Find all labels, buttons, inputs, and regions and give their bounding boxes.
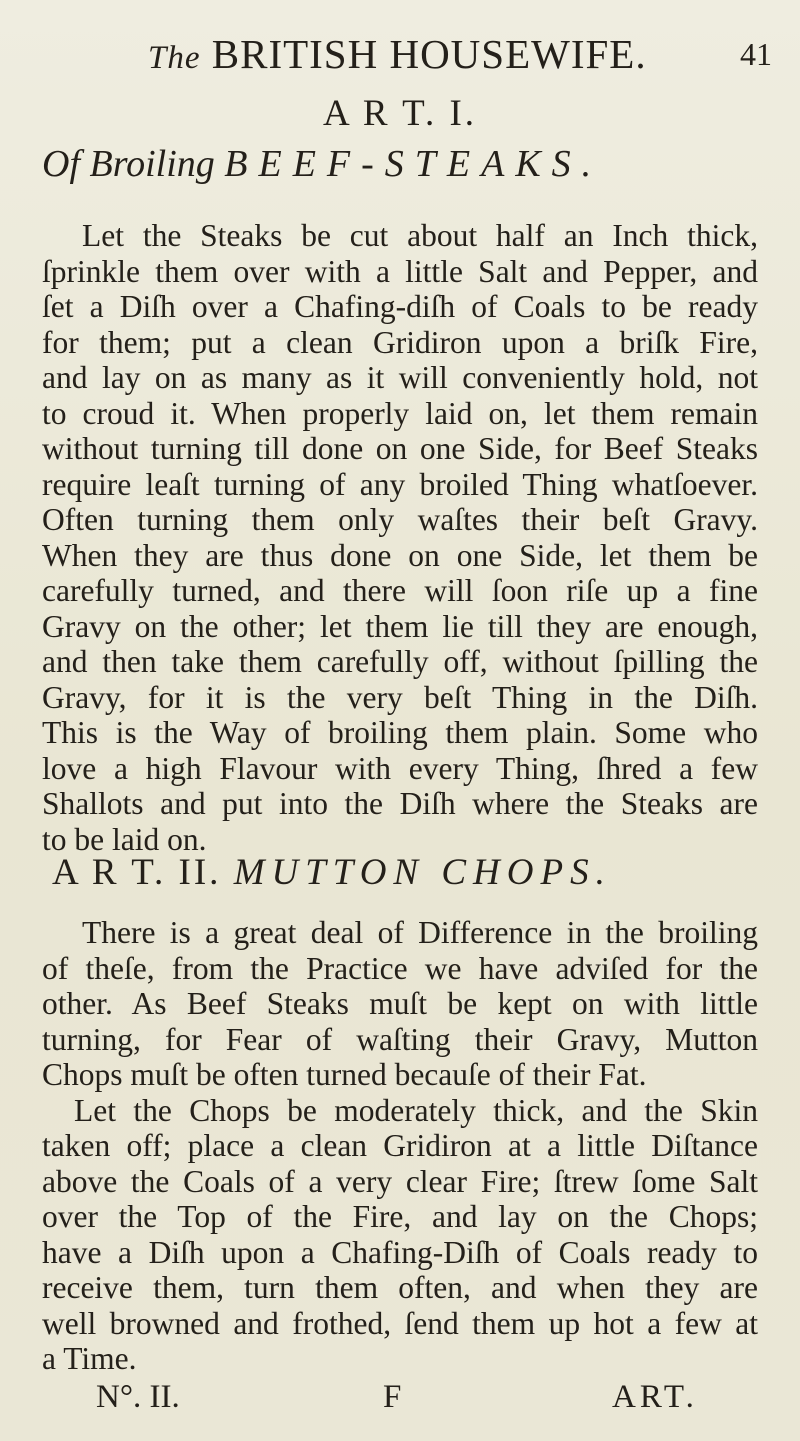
- text-line: taken off; place a clean Gridiron at a little Diſtance: [42, 1128, 758, 1163]
- signature-mark: N°. II.: [96, 1378, 180, 1415]
- text-line: for them; put a clean Gridiron upon a briſk Fire,: [42, 324, 758, 360]
- article-2-heading: [52, 851, 612, 894]
- article-2-title: MUTTON CHOPS.: [233, 852, 612, 893]
- article-1-title-main: BEEF-STEAKS.: [224, 143, 603, 185]
- text-line: receive them, turn them often, and when they are: [42, 1270, 758, 1305]
- text-line: a Time.: [42, 1341, 137, 1376]
- text-line: have a Diſh upon a Chafing-Diſh of Coals ready to: [42, 1234, 758, 1270]
- text-line: ſprinkle them over with a little Salt and Pepper, and: [42, 253, 758, 289]
- text-line: require leaſt turning of any broiled Thing whatſoever.: [42, 466, 758, 502]
- text-line: without turning till done on one Side, for Beef Steaks: [42, 431, 758, 466]
- text-line: Gravy on the other; let them lie till they are enough,: [42, 608, 758, 644]
- text-line: This is the Way of broiling them plain. Some who: [42, 715, 758, 750]
- article-1-heading: A R T. I.: [322, 93, 478, 134]
- text-line: Often turning them only waſtes their beſt Gravy.: [42, 502, 758, 537]
- running-head-article: The: [148, 40, 201, 76]
- article-1-title-prefix: Of Broiling: [42, 143, 215, 185]
- running-head: [148, 30, 708, 78]
- signature-letter: F: [383, 1378, 402, 1415]
- text-line: over the Top of the Fire, and lay on the Chops;: [42, 1199, 758, 1234]
- text-line: When they are thus done on one Side, let them be: [42, 537, 758, 573]
- text-line: There is a great deal of Difference in the broiling: [82, 915, 758, 950]
- text-line: and then take them carefully off, without ſpilling the: [42, 644, 758, 679]
- text-line: Let the Steaks be cut about half an Inch thick,: [82, 218, 758, 253]
- text-line: other. As Beef Steaks muſt be kept on with little: [42, 986, 758, 1021]
- text-line: of theſe, from the Practice we have adviſed for the: [42, 950, 758, 986]
- text-line: Chops muſt be often turned becauſe of their Fat.: [42, 1057, 647, 1092]
- text-line: above the Coals of a very clear Fire; ſtrew ſome Salt: [42, 1163, 758, 1199]
- text-line: Let the Chops be moderately thick, and the Skin: [74, 1092, 758, 1128]
- text-line: carefully turned, and there will ſoon riſe up a fine: [42, 573, 758, 608]
- text-line: and lay on as many as it will conveniently hold, not: [42, 360, 758, 395]
- text-line: love a high Flavour with every Thing, ſhred a few: [42, 750, 758, 786]
- text-line: Shallots and put into the Diſh where the Steaks are: [42, 786, 758, 821]
- text-line: ſet a Diſh over a Chafing-diſh of Coals to be ready: [42, 289, 758, 324]
- article-1-title: [42, 142, 602, 186]
- article-2-number: A R T. II.: [52, 852, 222, 893]
- page-number: 41: [740, 36, 772, 72]
- text-line: turning, for Fear of waſting their Gravy, Mutton: [42, 1021, 758, 1057]
- catchword: ART.: [612, 1378, 698, 1415]
- text-line: Gravy, for it is the very beſt Thing in the Diſh.: [42, 679, 758, 715]
- text-line: to be laid on.: [42, 821, 207, 857]
- text-line: well browned and frothed, ſend them up hot a few at: [42, 1305, 758, 1341]
- running-head-title: BRITISH HOUSEWIFE.: [211, 31, 647, 77]
- text-line: to croud it. When properly laid on, let them remain: [42, 395, 758, 431]
